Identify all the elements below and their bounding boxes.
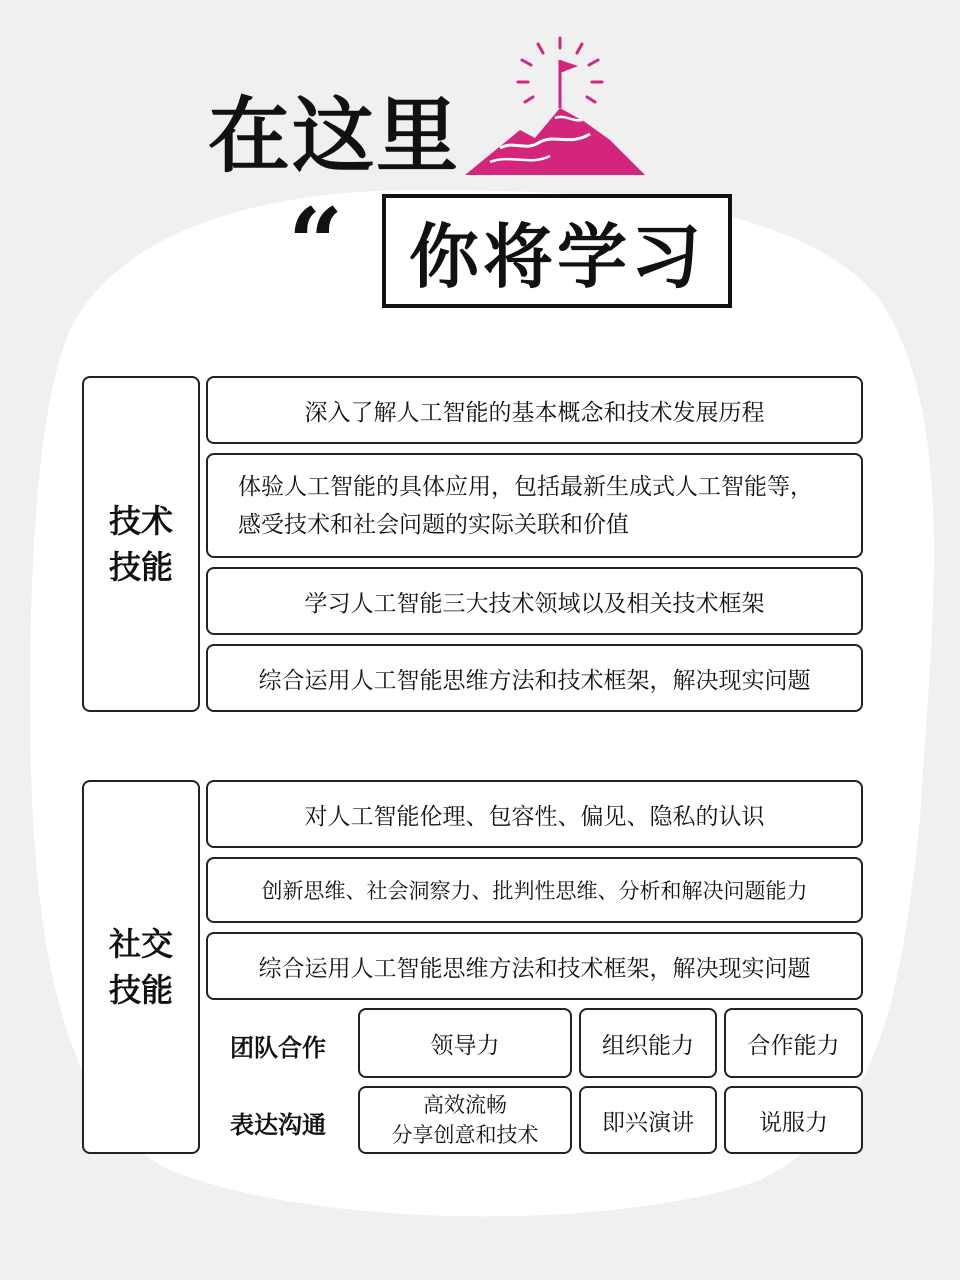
page-title: 在这里 — [208, 89, 461, 184]
communication-impromptu: 即兴演讲 — [579, 1086, 717, 1154]
social-item-1: 对人工智能伦理、包容性、偏见、隐私的认识 — [206, 780, 863, 848]
tech-item-2-line1: 体验人工智能的具体应用，包括最新生成式人工智能等， — [238, 473, 813, 500]
category-social-line2: 技能 — [108, 971, 173, 1009]
mountain-flag-icon — [460, 30, 650, 180]
teamwork-cooperation: 合作能力 — [724, 1008, 863, 1078]
quote-mark: “ — [288, 187, 344, 300]
teamwork-label: 团队合作 — [230, 1034, 326, 1062]
subtitle-box: 你将学习 — [382, 194, 732, 308]
teamwork-leadership: 领导力 — [358, 1008, 572, 1078]
communication-share-ideas — [358, 1086, 572, 1154]
communication-label: 表达沟通 — [230, 1111, 326, 1139]
social-item-2: 创新思维、社会洞察力、批判性思维、分析和解决问题能力 — [206, 857, 863, 923]
communication-persuasion: 说服力 — [724, 1086, 863, 1154]
category-tech-skills — [82, 376, 200, 712]
tech-item-3: 学习人工智能三大技术领域以及相关技术框架 — [206, 567, 863, 635]
category-tech-line2: 技能 — [108, 548, 173, 586]
communication-share-line1: 高效流畅 — [423, 1093, 507, 1117]
tech-item-4: 综合运用人工智能思维方法和技术框架，解决现实问题 — [206, 644, 863, 712]
teamwork-organization: 组织能力 — [579, 1008, 717, 1078]
social-item-3: 综合运用人工智能思维方法和技术框架，解决现实问题 — [206, 932, 863, 1000]
tech-item-2-line2: 感受技术和社会问题的实际关联和价值 — [238, 511, 629, 538]
category-social-line1: 社交 — [108, 925, 173, 963]
tech-item-2 — [206, 453, 863, 558]
category-tech-line1: 技术 — [108, 502, 173, 540]
category-social-skills — [82, 780, 200, 1154]
tech-item-1: 深入了解人工智能的基本概念和技术发展历程 — [206, 376, 863, 444]
communication-share-line2: 分享创意和技术 — [391, 1123, 539, 1147]
